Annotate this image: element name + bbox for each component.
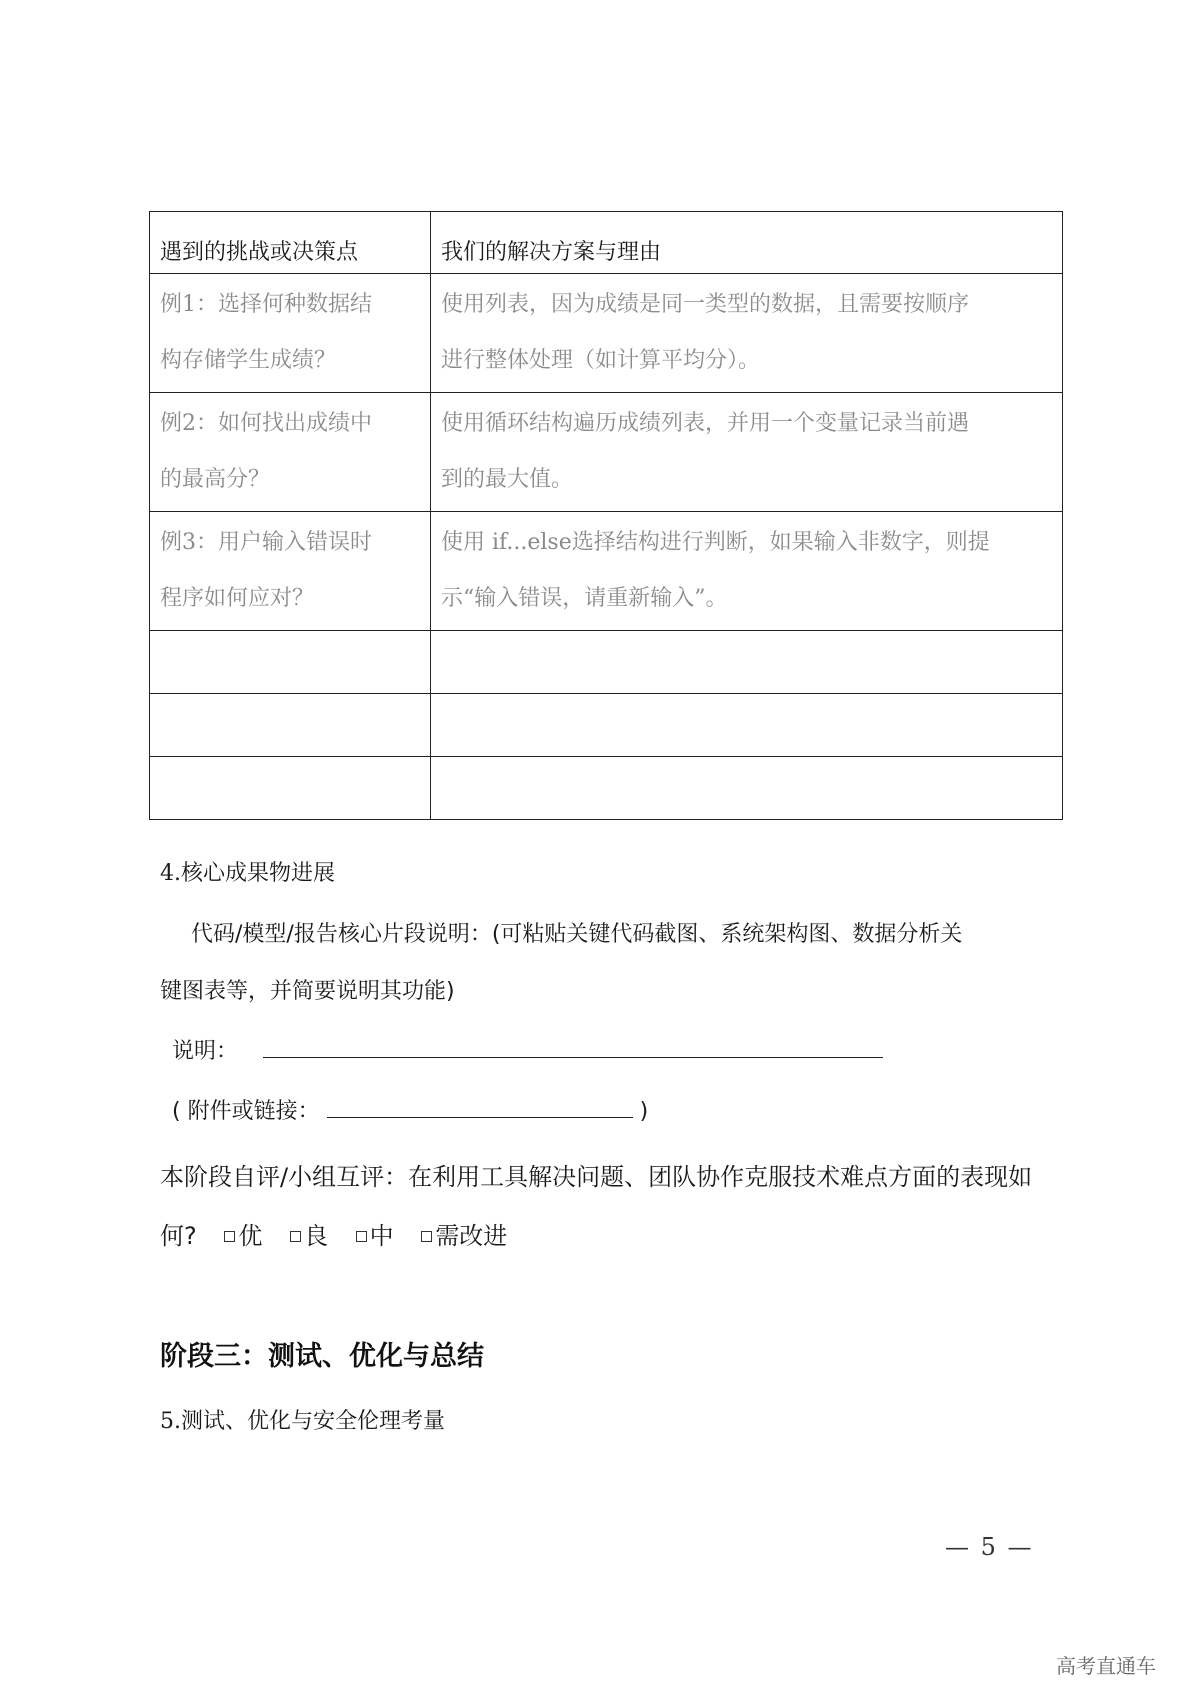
option-label: 中 [369, 1222, 394, 1250]
blank-solution-cell[interactable] [431, 757, 1063, 820]
option-good[interactable] [290, 1222, 328, 1250]
solution-text-line: 使用 if...else选择结构进行判断，如果输入非数字，则提 [441, 530, 990, 555]
attachment-label: ( 附件或链接： [172, 1099, 320, 1124]
solution-cell[interactable] [431, 512, 1063, 631]
solution-text-line: 进行整体处理（如计算平均分）。 [441, 348, 761, 373]
checkbox-icon[interactable] [356, 1231, 367, 1242]
challenge-cell[interactable] [150, 274, 431, 393]
solution-text-line: 示“输入错误，请重新输入”。 [441, 586, 728, 611]
checkbox-icon[interactable] [224, 1231, 235, 1242]
checkbox-icon[interactable] [421, 1231, 432, 1242]
attachment-field-row [172, 1094, 648, 1125]
option-needs-improvement[interactable] [421, 1222, 507, 1250]
section-5-heading: 5.测试、优化与安全伦理考量 [160, 1409, 445, 1434]
table-header-row [150, 212, 1063, 274]
table-row [150, 512, 1063, 631]
evaluation-options-row [160, 1216, 507, 1251]
page-number: — 5 — [945, 1533, 1034, 1561]
evaluation-question: 本阶段自评/小组互评：在利用工具解决问题、团队协作克服技术难点方面的表现如 [160, 1163, 1033, 1191]
blank-challenge-cell[interactable] [150, 631, 431, 694]
challenge-solution-table [149, 211, 1063, 820]
challenge-cell[interactable] [150, 393, 431, 512]
note-field-row [172, 1034, 883, 1065]
option-excellent[interactable] [224, 1222, 262, 1250]
challenge-text-line: 例1：选择何种数据结 [160, 292, 372, 317]
watermark-text: 高考直通车 [1056, 1654, 1156, 1678]
attachment-close-paren: ) [639, 1099, 649, 1124]
challenge-text-line: 构存储学生成绩？ [160, 348, 337, 373]
option-label: 优 [238, 1222, 263, 1250]
challenge-cell[interactable] [150, 512, 431, 631]
blank-solution-cell[interactable] [431, 631, 1063, 694]
code-description-line: 键图表等，并简要说明其功能) [160, 979, 455, 1004]
attachment-blank-line[interactable] [327, 1095, 633, 1118]
blank-table-row [150, 694, 1063, 757]
solution-text-line: 使用循环结构遍历成绩列表，并用一个变量记录当前遇 [441, 411, 970, 436]
solution-text-line: 到的最大值。 [441, 467, 574, 492]
code-description-line: 代码/模型/报告核心片段说明：(可粘贴关键代码截图、系统架构图、数据分析关 [191, 922, 963, 947]
solution-text-line: 使用列表，因为成绩是同一类型的数据，且需要按顺序 [441, 292, 970, 317]
header-solution: 我们的解决方案与理由 [431, 212, 1063, 274]
option-label: 良 [304, 1222, 329, 1250]
challenge-text-line: 程序如何应对？ [160, 586, 315, 611]
checkbox-icon[interactable] [290, 1231, 301, 1242]
stage-3-heading: 阶段三：测试、优化与总结 [160, 1341, 484, 1372]
solution-cell[interactable] [431, 274, 1063, 393]
table-row [150, 274, 1063, 393]
solution-cell[interactable] [431, 393, 1063, 512]
note-label: 说明： [172, 1039, 239, 1064]
option-label: 需改进 [435, 1222, 508, 1250]
option-average[interactable] [356, 1222, 394, 1250]
evaluation-question-end: 何? [160, 1222, 197, 1250]
note-blank-line[interactable] [263, 1035, 883, 1058]
blank-table-row [150, 757, 1063, 820]
section-4-heading: 4.核心成果物进展 [160, 861, 335, 886]
blank-challenge-cell[interactable] [150, 694, 431, 757]
challenge-text-line: 例3：用户输入错误时 [160, 530, 372, 555]
challenge-text-line: 例2：如何找出成绩中 [160, 411, 372, 436]
challenge-text-line: 的最高分？ [160, 467, 271, 492]
table-row [150, 393, 1063, 512]
blank-table-row [150, 631, 1063, 694]
blank-challenge-cell[interactable] [150, 757, 431, 820]
header-challenge: 遇到的挑战或决策点 [150, 212, 431, 274]
blank-solution-cell[interactable] [431, 694, 1063, 757]
